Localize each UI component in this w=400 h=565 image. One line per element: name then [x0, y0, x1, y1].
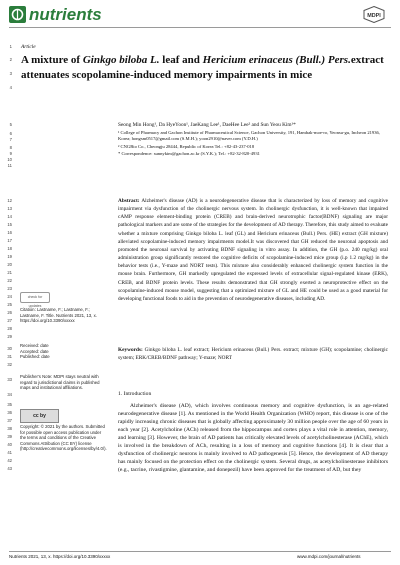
line-number: 18: [7, 246, 12, 251]
correspondence: * Correspondence: sunnykim@gachon.ac.kr (S.Y.K.); Tel.: +82-32-820-4931: [118, 150, 260, 156]
line-number: 27: [7, 318, 12, 323]
line-number: 42: [7, 458, 12, 463]
affiliations: [118, 130, 388, 158]
title-species-1: Ginkgo biloba L.: [82, 54, 160, 66]
footer-journal-link[interactable]: www.mdpi.com/journal/nutrients: [297, 554, 361, 559]
introduction-paragraph: Alzheimer's disease (AD), which involves continuous memory and cognitive dysfunction, is an age-related neurodegenerative disease [1]. As mentioned in the World Health Organization (WHO) report, this disease is one of the rapidly increasing chronic diseases that is globally affecting approximately 30 million people over the age of 60 years in each year [2]. Acetylcholine (ACh) released from the hippocampus and cortex plays a vital role in attention, memory, and learning [3]. However, the brain of AD patients has critically elevated levels of acetylcholinesterase (AChE), which is involved in the breakdown of ACh, resulting in a loss of memory and cognitive functions [4]. It is clear that a dysfunction of cholinergic neurons is mainly involved to AD pathogenesis [5]. Hence, the development of AD therapy has mainly focused on the protection effect on the cholinergic system. Several drugs, as acetylcholinesterase inhibitors (e.g., tacrine, rivastigmine, glantamine, and donepezil) have been approved for the treatment of AD, but they: [118, 403, 388, 474]
keywords: [118, 346, 388, 362]
line-number: 39: [7, 434, 12, 439]
line-number: 20: [7, 262, 12, 267]
copyright-notice: Copyright: © 2021 by the authors. Submitted for possible open access publication under the terms and conditions of the Creative Commons Attribution (CC BY) license (http://creativecommons.org/licenses/by/4.0/).: [20, 424, 107, 451]
line-number: 24: [7, 294, 12, 299]
line-number: 11: [7, 163, 12, 168]
line-number: 10: [7, 157, 12, 162]
line-number: 28: [7, 326, 12, 331]
line-number: 22: [7, 278, 12, 283]
line-number: 35: [7, 402, 12, 407]
check-updates-label: check for updates: [27, 295, 43, 308]
line-number: 32: [7, 362, 12, 367]
line-number: 3: [9, 71, 12, 76]
line-number: 19: [7, 254, 12, 259]
mdpi-logo-icon: [363, 6, 385, 23]
line-number: 29: [7, 334, 12, 339]
line-number: 14: [7, 214, 12, 219]
line-number: 25: [7, 302, 12, 307]
author-list: Seong Min Hong¹, Da HyeYoon¹, JaeKang Lee¹, DaeHee Lee² and Sun Yeou Kim¹*: [118, 122, 296, 128]
line-number: 4: [9, 85, 12, 90]
footer-citation: Nutrients 2021, 13, x. https://doi.org/10.3390/xxxxx: [9, 554, 111, 559]
keywords-label: Keywords:: [118, 347, 143, 353]
received-date: Received: date: [20, 343, 49, 348]
line-number: 5: [9, 122, 12, 127]
line-number: 9: [9, 151, 12, 156]
affiliation-1: ¹ College of Pharmacy and Gachon Institute of Pharmaceutical Science, Gachon University, 191, Hambak-moe-ro, Yeonsu-gu, Incheon 21936, Korea; hongsm0517@gmail.com (S.M.H.); yoon2910@naver.com (Y.D.H.): [118, 130, 380, 142]
line-number: 23: [7, 286, 12, 291]
line-number: 16: [7, 230, 12, 235]
abstract: [118, 197, 388, 303]
keywords-text: Ginkgo biloba L. leaf extract; Hericium erinaceus (Bull.) Pers. extract; mixture (GH); scopolamine; cholinergic system; ERK/CREB/BDNF pathway; Y-maze; NORT: [118, 347, 388, 362]
published-date: Published: date: [20, 354, 50, 359]
line-number: 7: [9, 137, 12, 142]
cc-by-license-icon[interactable]: [20, 409, 59, 423]
line-number: 26: [7, 310, 12, 315]
footer-rule: [9, 551, 391, 552]
line-number: 17: [7, 238, 12, 243]
line-number: 41: [7, 450, 12, 455]
article-type: Article: [21, 44, 36, 50]
affiliation-2: ² CNGBio Co., Cheongju 28444, Republic of Korea Tel.: +82-43-237-018: [118, 143, 255, 149]
line-number: 34: [7, 392, 12, 397]
line-number: 31: [7, 354, 12, 359]
line-number: 38: [7, 426, 12, 431]
title-species-2: Hericium erinaceus (Bull.) Pers.: [202, 54, 351, 66]
mdpi-logo-text: MDPI: [367, 13, 381, 19]
journal-logo-icon: [9, 6, 26, 23]
line-number: 1: [9, 44, 12, 49]
publisher-note: Publisher's Note: MDPI stays neutral with regard to jurisdictional claims in published maps and institutional affiliations.: [20, 374, 100, 390]
line-number: 15: [7, 222, 12, 227]
check-for-updates-badge[interactable]: [20, 292, 50, 308]
abstract-label: Abstract:: [118, 198, 140, 204]
line-number: 33: [7, 377, 12, 382]
accepted-date: Accepted: date: [20, 348, 49, 354]
line-number: 30: [7, 346, 12, 351]
title-part: extract attenuates scopolamine-induced memory impairments in mice: [21, 54, 384, 81]
section-heading: 1. Introduction: [118, 391, 152, 397]
line-number: 13: [7, 206, 12, 211]
title-part: leaf and: [159, 54, 203, 66]
citation-block: Citation: Lastname, F.; Lastname, F.; Lastname, F. Title. Nutrients 2021, 13, x. https://doi.org/10.3390/xxxxx: [20, 307, 97, 323]
paper-title: [21, 53, 386, 82]
line-number: 6: [9, 131, 12, 136]
line-number: 21: [7, 270, 12, 275]
title-part: A mixture of: [21, 54, 83, 66]
cc-label: cc by: [33, 413, 46, 419]
line-number: 36: [7, 410, 12, 415]
header-rule: [9, 27, 391, 28]
line-number: 12: [7, 198, 12, 203]
dates-block: [20, 343, 107, 360]
line-number: 40: [7, 442, 12, 447]
line-number: 43: [7, 466, 12, 471]
abstract-text: Alzheimer's disease (AD) is a neurodegenerative disease that is characterized by loss of memory and cognitive impairment via dysfunction of the cholinergic nervous system. In cholinergic dysfunction, it is well-known that impaired cAMP response element-binding protein (CREB) and brain-derived neurotrophic factor(BDNF) signaling are major pathological markers and are some of the strategies for the development of AD therapy. Therefore, this study aimed to evaluate whether a mixture comprising Ginkgo biloba L. leaf (GL) and Hericium erinaceus (Bull.) Pers. (HE) extract (GH mixture) alleviated scopolamine-induced memory impairments model.It was discovered that GH reduced the neuronal apoptosis and promoted the neuronal survival by activating BDNF signaling in vitro assay. In addition, the GH (p.o. 240 mg/kg) oral administration group significantly restored the cognitive deficits of scopolamine-induced mice group (i.p 1.2 mg/kg) in the behavior tests (i.e., Y-maze and NORT tests). This mixture also considerably enhanced cholinergic system function in the mouse brain. Furthermore, GH markedly upregulated the expressed levels of extracellular signal-regulated kinase (ERK), CREB, and BDNF protein levels. These results demonstrated that GH strongly exerted a neuroprotective effect on the scopolamine-induced mouse model, suggesting that a optimized mixture of GL and HE could be used as a good material for developing functional foods to aid in the prevention of neurodegenerative diseases, including AD.: [118, 198, 388, 302]
line-number: 2: [9, 57, 12, 62]
line-number: 8: [9, 145, 12, 150]
line-number: 37: [7, 418, 12, 423]
journal-name: nutrients: [29, 5, 102, 24]
